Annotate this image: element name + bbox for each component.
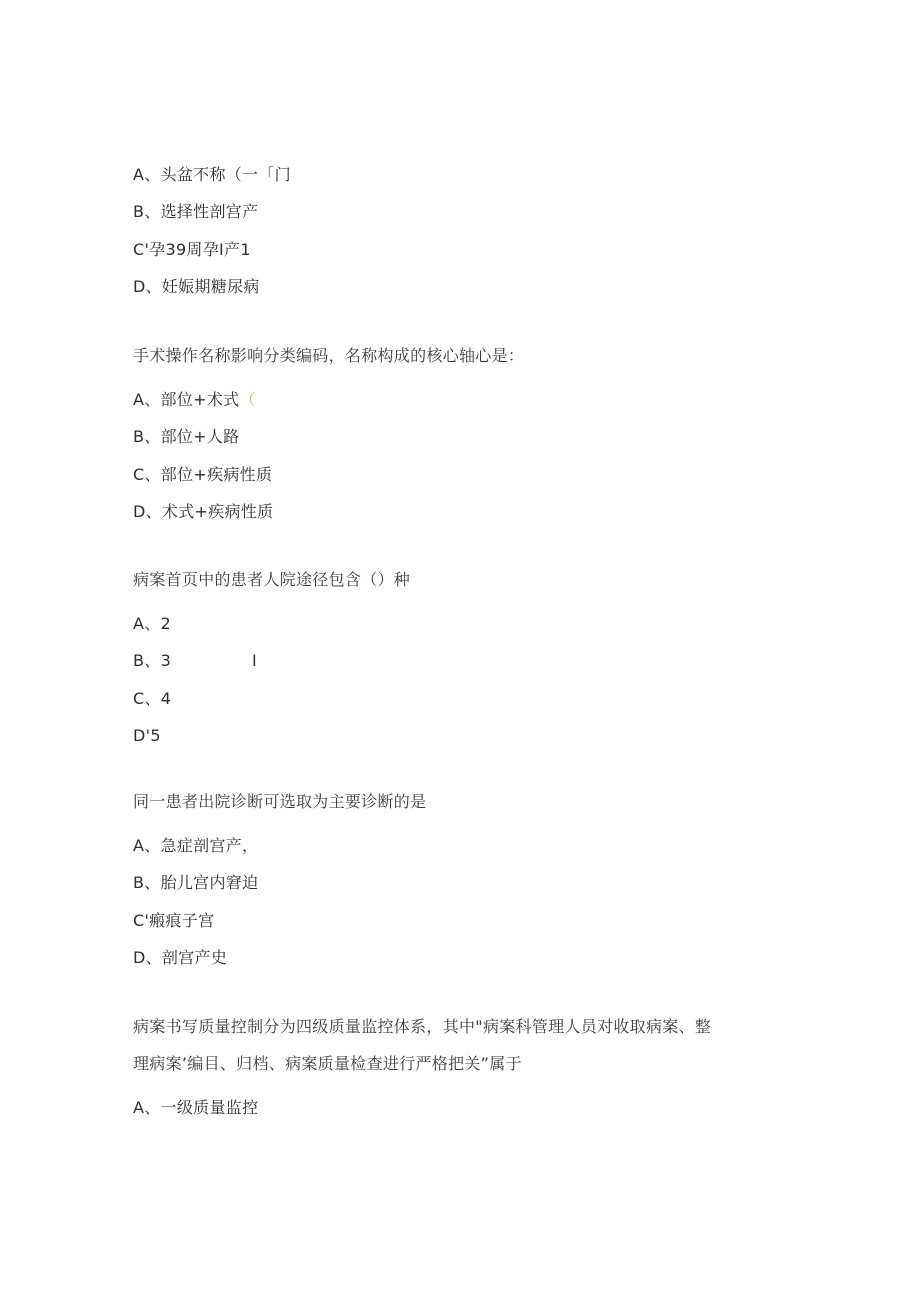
option-a: A、2 <box>133 614 172 633</box>
option-a: A、头盆不称（一「门 <box>133 165 291 184</box>
option-c: C'瘢痕子宫 <box>133 911 215 930</box>
option-a-text: A、部位+术式 <box>133 390 240 409</box>
option-c: C'孕39周孕I产1 <box>133 240 251 259</box>
question-text: 同一患者出院诊断可选取为主要诊断的是 <box>133 792 427 811</box>
option-a: A、一级质量监控 <box>133 1098 259 1117</box>
option-d: D、妊娠期糖尿病 <box>133 277 260 296</box>
option-b: B、选择性剖宫产 <box>133 202 259 221</box>
stray-mark: （ <box>239 390 256 409</box>
option-b: B、部位+人路 <box>133 427 240 446</box>
question-text-line-2: 理病案’编目、归档、病案质量检查进行严格把关”属于 <box>133 1054 522 1073</box>
stray-mark: I <box>252 651 257 670</box>
option-c: C、4 <box>133 689 172 708</box>
option-a <box>133 389 256 411</box>
option-d: D'5 <box>133 726 161 745</box>
option-d: D、剖宫产史 <box>133 948 228 967</box>
question-text: 手术操作名称影响分类编码，名称构成的核心轴心是： <box>133 346 525 365</box>
question-text: 病案首页中的患者人院途径包含（）种 <box>133 570 411 589</box>
option-b: B、3 <box>133 651 172 670</box>
option-c: C、部位+疾病性质 <box>133 465 273 484</box>
question-text-line-1: 病案书写质量控制分为四级质量监控体系，其中"病案科管理人员对收取病案、整 <box>133 1017 712 1036</box>
option-b: B、胎儿宫内窘迫 <box>133 873 259 892</box>
option-a: A、急症剖宫产， <box>133 836 259 855</box>
option-d: D、术式+疾病性质 <box>133 502 274 521</box>
